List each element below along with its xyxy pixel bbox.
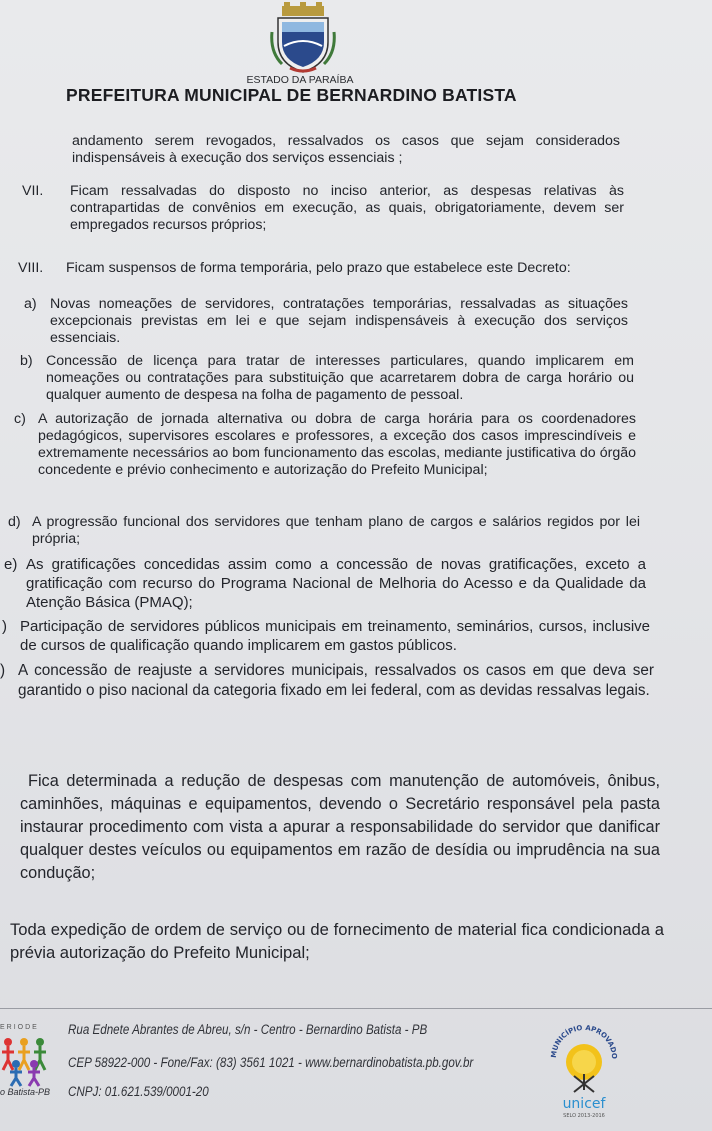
item-vii-text: Ficam ressalvadas do disposto no inciso anterior, as despesas relativas às contrapartidas de convênios em execução, as quais, obrigatoriamente, devem ser empregados recursos próprios; bbox=[70, 183, 624, 233]
children-logo-icon bbox=[0, 1020, 60, 1090]
sub-e-label: e) bbox=[4, 556, 18, 573]
list-item bbox=[18, 260, 626, 277]
continuation-paragraph bbox=[72, 133, 620, 167]
sub-a-text: Novas nomeações de servidores, contratações temporárias, ressalvadas as situações excepcionais previstas em lei e que sejam indispensáveis à execução dos serviços essenciais. bbox=[50, 296, 628, 346]
left-logo-top-text: ERIODE bbox=[0, 1024, 39, 1031]
sub-b-label: b) bbox=[20, 353, 33, 369]
sub-c-label: c) bbox=[14, 411, 26, 427]
unicef-label: unicef bbox=[562, 1096, 606, 1112]
list-item bbox=[0, 661, 654, 700]
item-vii-number: VII. bbox=[22, 183, 44, 199]
sub-e-text: As gratificações concedidas assim como a concessão de novas gratificações, exceto a gratificação com recurso do Programa Nacional de Melhoria do Acesso e da Qualidade da Atenção Básica (PMAQ); bbox=[26, 556, 646, 611]
list-item bbox=[22, 183, 624, 234]
item-viii-number: VIII. bbox=[18, 260, 44, 276]
sub-c-text: A autorização de jornada alternativa ou dobra de carga horária para os coordenadores pedagógicos, supervisores escolares e professores, a exceção dos casos imprescindíveis e extremamente necessários ao bom funcionamento das escolas, mediante justificativa do órgão concedente e prévio conhecimento e autorização do Prefeito Municipal; bbox=[38, 411, 636, 478]
paragraph bbox=[20, 770, 660, 885]
footer-contact: CEP 58922-000 - Fone/Fax: (83) 3561 1021 - www.bernardinobatista.pb.gov.br bbox=[68, 1055, 474, 1070]
item-viii-text: Ficam suspensos de forma temporária, pelo prazo que estabelece este Decreto: bbox=[66, 260, 571, 276]
unicef-seal-icon bbox=[548, 1012, 620, 1120]
seal-arc-text: MUNICÍPIO APROVADO bbox=[549, 1023, 619, 1060]
sub-f-label: ) bbox=[2, 618, 7, 635]
coat-of-arms-icon bbox=[270, 2, 336, 74]
continuation-text: andamento serem revogados, ressalvados os casos que sejam considerados indispensáveis à execução dos serviços essenciais ; bbox=[72, 133, 620, 166]
list-item bbox=[24, 296, 628, 347]
footer-divider bbox=[0, 1008, 712, 1009]
sub-a-label: a) bbox=[24, 296, 37, 312]
sub-b-text: Concessão de licença para tratar de interesses particulares, quando implicarem em nomeações ou contratações para substituição que acarretarem dobra de carga horário ou qualquer aumento de despesa na folha de pagamento de pessoal. bbox=[46, 353, 634, 403]
sub-g-text: A concessão de reajuste a servidores municipais, ressalvados os casos em que deva ser garantido o piso nacional da categoria fixado em lei federal, com as devidas ressalvas legais. bbox=[18, 662, 654, 699]
list-item bbox=[4, 555, 646, 612]
list-item bbox=[20, 353, 634, 404]
list-item bbox=[8, 514, 640, 548]
page-title: PREFEITURA MUNICIPAL DE BERNARDINO BATISTA bbox=[66, 85, 517, 105]
sub-d-label: d) bbox=[8, 514, 21, 530]
state-name: ESTADO DA PARAÍBA bbox=[246, 74, 354, 86]
left-logo-bottom-text: o Batista-PB bbox=[0, 1087, 51, 1097]
sub-d-text: A progressão funcional dos servidores que tenham plano de cargos e salários regidos por lei própria; bbox=[32, 514, 640, 547]
list-item bbox=[2, 617, 650, 655]
seal-small-text: SELO 2013-2016 bbox=[563, 1113, 605, 1119]
list-item bbox=[14, 411, 636, 479]
paragraph-1-text: Fica determinada a redução de despesas com manutenção de automóveis, ônibus, caminhões, máquinas e equipamentos, devendo o Secretário responsável pela pasta instaurar procedimento com vista a apurar a responsabilidade do servidor que danificar qualquer destes veículos ou equipamentos em razão de desídia ou imprudência na sua condução; bbox=[20, 772, 660, 882]
paragraph bbox=[10, 918, 664, 964]
footer-cnpj: CNPJ: 01.621.539/0001-20 bbox=[68, 1084, 209, 1099]
sub-f-text: Participação de servidores públicos municipais em treinamento, seminários, cursos, inclusive de cursos de qualificação quando implicarem em gastos públicos. bbox=[20, 618, 650, 654]
sub-g-label: ) bbox=[0, 662, 6, 679]
footer-address: Rua Ednete Abrantes de Abreu, s/n - Centro - Bernardino Batista - PB bbox=[68, 1022, 428, 1037]
paragraph-2-text: Toda expedição de ordem de serviço ou de fornecimento de material fica condicionada a prévia autorização do Prefeito Municipal; bbox=[10, 920, 664, 962]
